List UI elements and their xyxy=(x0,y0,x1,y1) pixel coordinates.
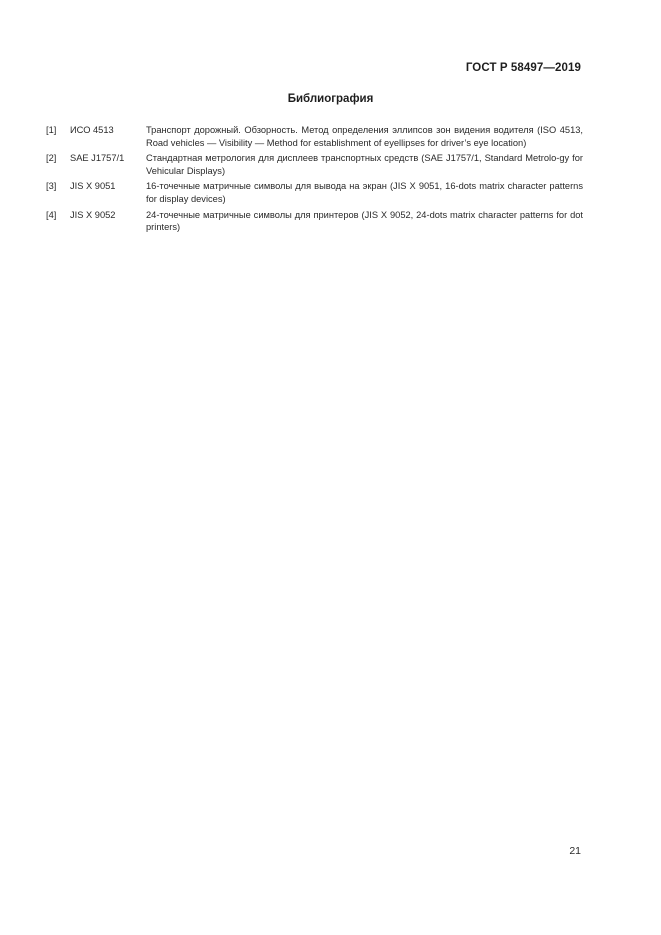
entry-description: Транспорт дорожный. Обзорность. Метод определения эллипсов зон видения водителя (ISO 4513, Road vehicles — Visibility — Method for establishment of eyellipses for driver’s eye location) xyxy=(146,125,583,148)
entry-description: 24-точечные матричные символы для принтеров (JIS X 9052, 24-dots matrix character patterns for dot printers) xyxy=(146,209,583,233)
document-code: ГОСТ Р 58497—2019 xyxy=(465,62,581,74)
bibliography-entry xyxy=(46,209,583,234)
entry-number: [4] xyxy=(46,209,57,220)
entry-description: Стандартная метрология для дисплеев транспортных средств (SAE J1757/1, Standard Metrolo-gy for Vehicular Displays) xyxy=(146,153,583,176)
bibliography-entry xyxy=(46,180,583,205)
bibliography-entry xyxy=(46,124,583,149)
bibliography-list xyxy=(46,124,583,237)
entry-standard-code: JIS X 9052 xyxy=(70,209,116,220)
entry-number: [1] xyxy=(46,125,57,135)
page-number: 21 xyxy=(569,845,581,857)
entry-number: [3] xyxy=(46,181,57,192)
entry-standard-code: JIS X 9051 xyxy=(70,181,116,192)
section-title: Библиография xyxy=(287,93,374,105)
entry-standard-code: SAE J1757/1 xyxy=(70,153,125,164)
entry-standard-code: ИСО 4513 xyxy=(70,125,114,135)
bibliography-entry xyxy=(46,152,583,177)
entry-description: 16-точечные матричные символы для вывода на экран (JIS X 9051, 16-dots matrix character patterns for display devices) xyxy=(146,181,583,204)
entry-number: [2] xyxy=(46,153,57,164)
